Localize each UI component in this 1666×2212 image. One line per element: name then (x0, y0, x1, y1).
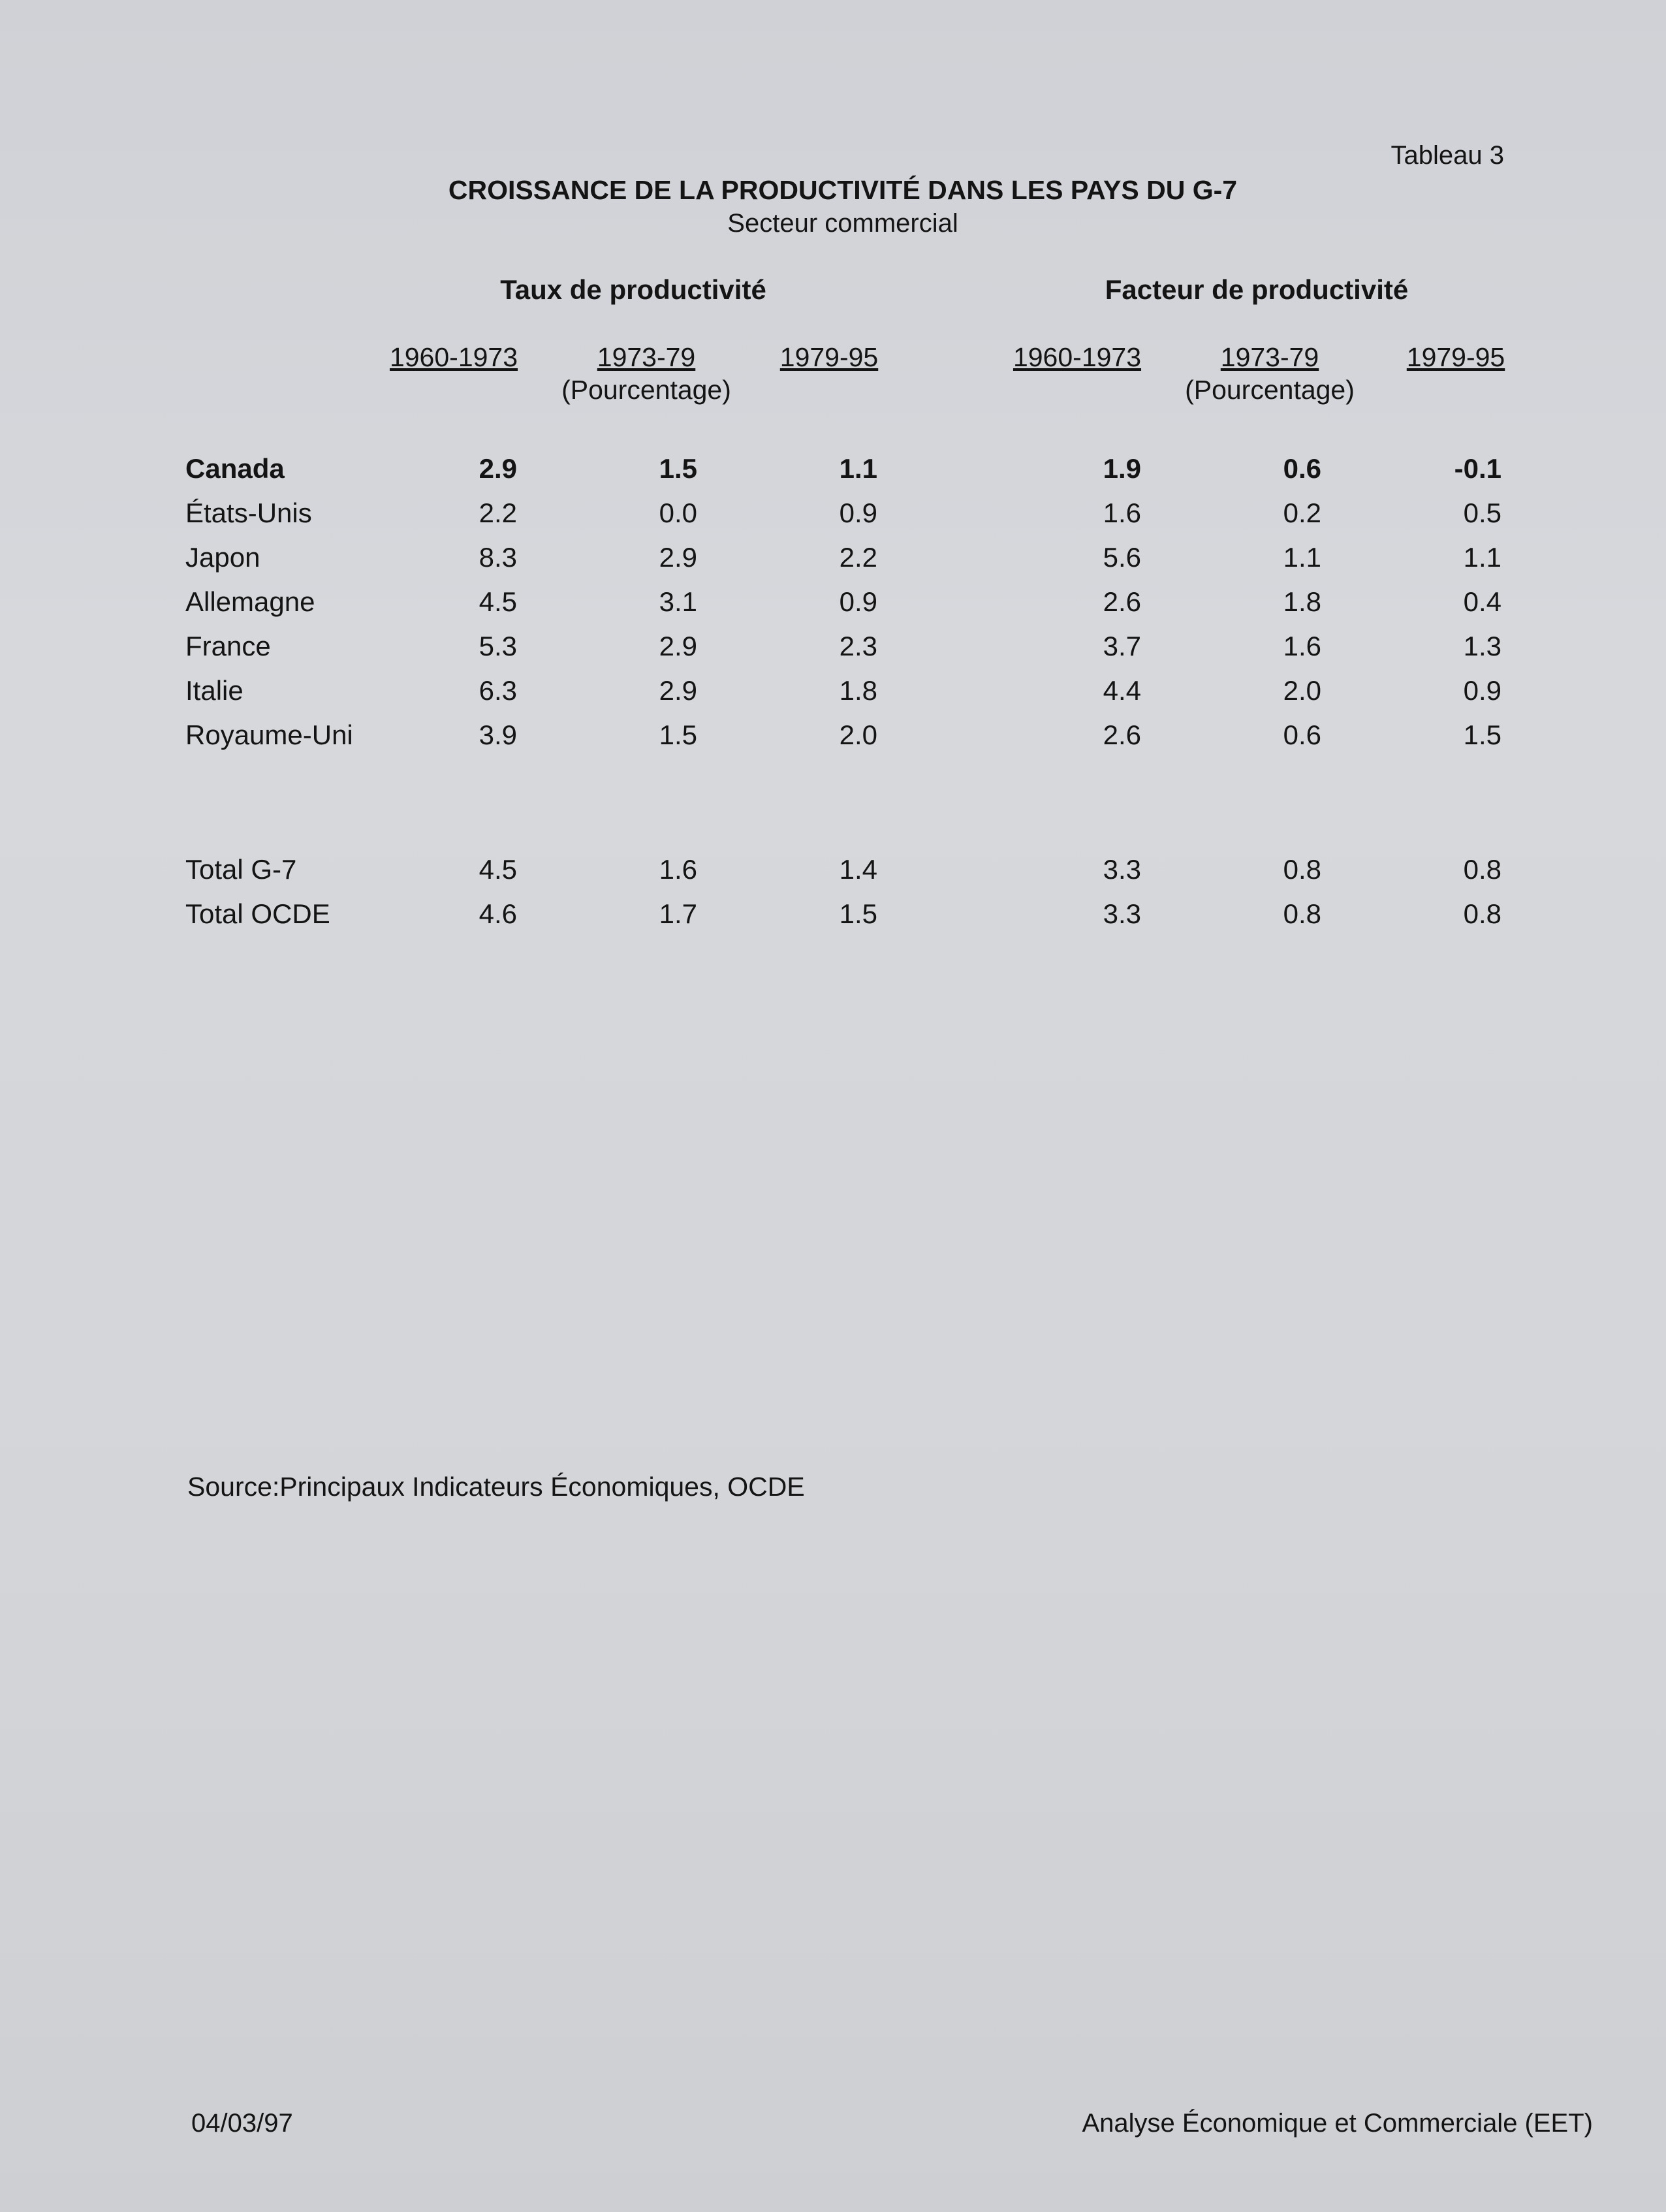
period-header: 1973-79 (1220, 342, 1319, 372)
value-cell: 3.3 (1103, 898, 1141, 929)
value-cell: 0.5 (1463, 498, 1501, 528)
value-cell: 1.5 (659, 719, 697, 750)
value-cell: 2.9 (659, 631, 697, 661)
value-cell: 0.8 (1283, 854, 1321, 885)
group-header-facteur: Facteur de productivité (1105, 274, 1409, 305)
value-cell: 0.9 (839, 586, 877, 617)
value-cell: 0.4 (1463, 586, 1501, 617)
footer-date: 04/03/97 (191, 2109, 293, 2138)
country-name: Canada (185, 453, 285, 484)
unit-label: (Pourcentage) (1185, 375, 1355, 405)
value-cell: 3.3 (1103, 854, 1141, 885)
country-name: France (185, 631, 271, 661)
total-name: Total G-7 (185, 854, 297, 885)
value-cell: -0.1 (1454, 453, 1501, 484)
country-name: Royaume-Uni (185, 719, 353, 750)
value-cell: 2.6 (1103, 719, 1141, 750)
value-cell: 6.3 (479, 675, 517, 706)
value-cell: 1.4 (839, 854, 877, 885)
table-row-royaume-uni (0, 719, 1666, 759)
table-row-japon (0, 542, 1666, 581)
value-cell: 2.3 (839, 631, 877, 661)
period-header: 1960-1973 (389, 342, 518, 372)
value-cell: 0.8 (1463, 898, 1501, 929)
value-cell: 0.8 (1283, 898, 1321, 929)
table-row-allemagne (0, 586, 1666, 625)
value-cell: 1.5 (839, 898, 877, 929)
value-cell: 1.3 (1463, 631, 1501, 661)
period-header: 1973-79 (597, 342, 696, 372)
value-cell: 4.5 (479, 854, 517, 885)
value-cell: 3.7 (1103, 631, 1141, 661)
value-cell: 5.6 (1103, 542, 1141, 573)
table-row-italie (0, 675, 1666, 714)
value-cell: 1.7 (659, 898, 697, 929)
value-cell: 4.6 (479, 898, 517, 929)
value-cell: 1.8 (839, 675, 877, 706)
value-cell: 1.6 (659, 854, 697, 885)
value-cell: 3.1 (659, 586, 697, 617)
value-cell: 2.2 (839, 542, 877, 573)
value-cell: 0.8 (1463, 854, 1501, 885)
total-name: Total OCDE (185, 898, 330, 929)
source-note: Source:Principaux Indicateurs Économiques, OCDE (187, 1472, 805, 1502)
country-name: États-Unis (185, 498, 312, 528)
table-number: Tableau 3 (1391, 141, 1504, 170)
value-cell: 5.3 (479, 631, 517, 661)
value-cell: 1.6 (1283, 631, 1321, 661)
value-cell: 1.6 (1103, 498, 1141, 528)
table-row-total-ocde (0, 898, 1666, 938)
value-cell: 3.9 (479, 719, 517, 750)
table-subtitle: Secteur commercial (727, 209, 958, 238)
value-cell: 0.6 (1283, 453, 1321, 484)
value-cell: 4.5 (479, 586, 517, 617)
footer-organization: Analyse Économique et Commerciale (EET) (1082, 2109, 1593, 2138)
value-cell: 1.5 (659, 453, 697, 484)
group-header-taux: Taux de productivité (500, 274, 766, 305)
value-cell: 2.9 (479, 453, 517, 484)
unit-label: (Pourcentage) (561, 375, 731, 405)
value-cell: 1.1 (1283, 542, 1321, 573)
table-row-canada (0, 453, 1666, 492)
period-header: 1979-95 (779, 342, 879, 372)
value-cell: 2.9 (659, 675, 697, 706)
table-title: CROISSANCE DE LA PRODUCTIVITÉ DANS LES PAYS DU G-7 (448, 175, 1238, 205)
value-cell: 2.2 (479, 498, 517, 528)
value-cell: 1.1 (1463, 542, 1501, 573)
period-header: 1960-1973 (1013, 342, 1142, 372)
value-cell: 2.0 (1283, 675, 1321, 706)
value-cell: 2.6 (1103, 586, 1141, 617)
table-row-total-g7 (0, 854, 1666, 893)
table-row-france (0, 631, 1666, 670)
table-row-etats-unis (0, 498, 1666, 537)
period-header: 1979-95 (1406, 342, 1505, 372)
value-cell: 2.9 (659, 542, 697, 573)
country-name: Allemagne (185, 586, 315, 617)
value-cell: 1.9 (1103, 453, 1141, 484)
value-cell: 1.1 (839, 453, 877, 484)
value-cell: 0.9 (839, 498, 877, 528)
value-cell: 8.3 (479, 542, 517, 573)
value-cell: 4.4 (1103, 675, 1141, 706)
country-name: Italie (185, 675, 244, 706)
value-cell: 1.8 (1283, 586, 1321, 617)
value-cell: 0.2 (1283, 498, 1321, 528)
value-cell: 1.5 (1463, 719, 1501, 750)
value-cell: 0.9 (1463, 675, 1501, 706)
value-cell: 2.0 (839, 719, 877, 750)
value-cell: 0.6 (1283, 719, 1321, 750)
value-cell: 0.0 (659, 498, 697, 528)
country-name: Japon (185, 542, 260, 573)
